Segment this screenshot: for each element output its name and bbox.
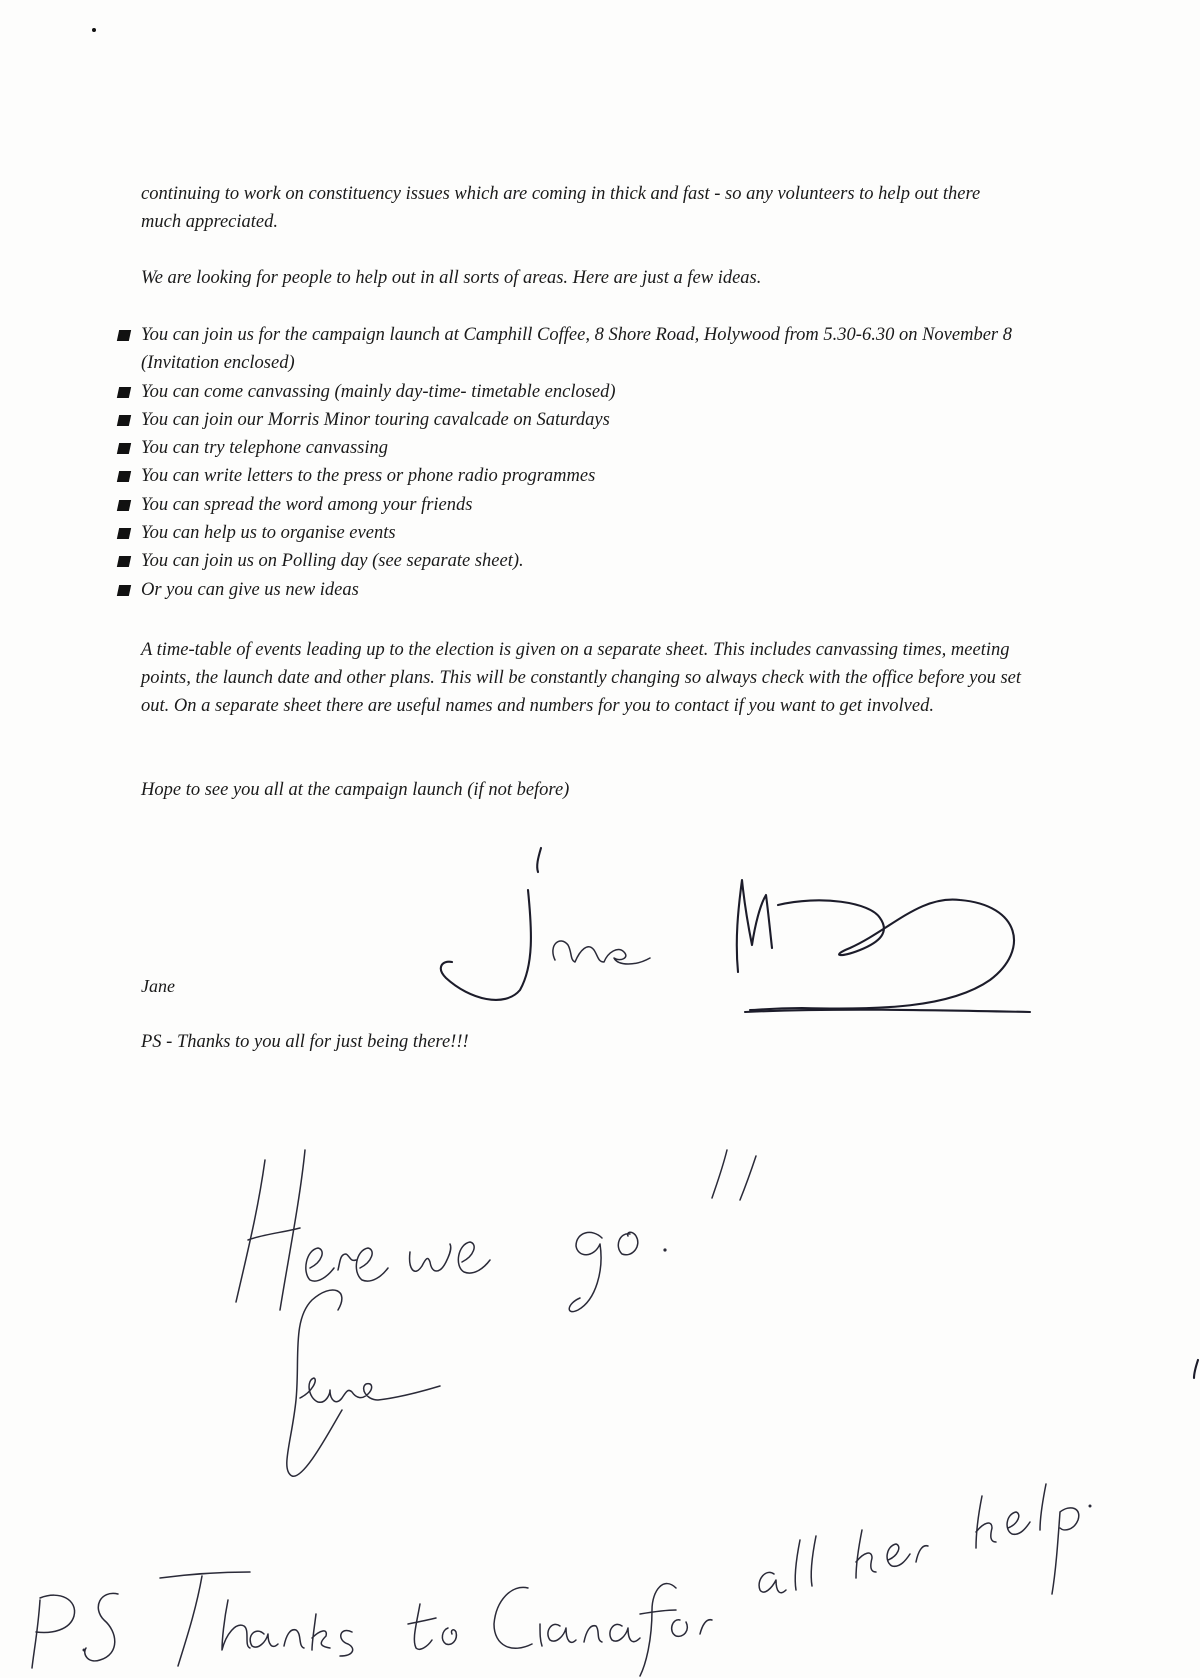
list-item	[118, 321, 1078, 378]
paragraph-intro: We are looking for people to help out in all sorts of areas. Here are just a few ideas.	[141, 268, 762, 288]
paragraph-closing: Hope to see you all at the campaign launch (if not before)	[141, 780, 570, 800]
bullet-square-icon	[117, 528, 131, 539]
paragraph-constituency: continuing to work on constituency issues which are coming in thick and fast - so any volunteers to help out there much appreciated.	[141, 184, 981, 232]
bullet-square-icon	[117, 585, 131, 596]
list-item	[118, 462, 1078, 490]
bullet-square-icon	[117, 415, 131, 426]
idea-text: You can write letters to the press or phone radio programmes	[141, 466, 596, 487]
paragraph-timetable: A time-table of events leading up to the election is given on a separate sheet. This includes canvassing times, meeting points, the launch date and other plans. This will be constantly changing so always check with the office before you set out. On a separate sheet there are useful names and numbers for you to contact if you want to get involved.	[141, 640, 1021, 716]
list-item	[118, 378, 1078, 406]
idea-text: You can join us on Polling day (see separate sheet).	[141, 551, 524, 572]
idea-text: You can try telephone canvassing	[141, 438, 388, 459]
bullet-square-icon	[117, 387, 131, 398]
list-item	[118, 406, 1078, 434]
list-item	[118, 434, 1078, 462]
idea-text: You can help us to organise events	[141, 523, 396, 544]
scan-speck	[92, 28, 96, 32]
idea-text: You can come canvassing (mainly day-time- timetable enclosed)	[141, 381, 616, 402]
list-item	[118, 576, 1078, 604]
idea-text: You can join our Morris Minor touring cavalcade on Saturdays	[141, 409, 610, 430]
bullet-square-icon	[117, 500, 131, 511]
bullet-square-icon	[117, 471, 131, 482]
idea-text: You can spread the word among your friends	[141, 494, 473, 515]
idea-text: You can join us for the campaign launch at Camphill Coffee, 8 Shore Road, Holywood from 5.30-6.30 on November 8 (Invitation enclosed)	[141, 325, 1012, 374]
idea-text: Or you can give us new ideas	[141, 579, 359, 600]
list-item	[118, 491, 1078, 519]
signoff-name: Jane	[141, 976, 175, 996]
list-item	[118, 519, 1078, 547]
list-item	[118, 547, 1078, 575]
bullet-square-icon	[117, 443, 131, 454]
bullet-square-icon	[117, 330, 131, 341]
bullet-square-icon	[117, 556, 131, 567]
typed-postscript: PS - Thanks to you all for just being there!!!	[141, 1032, 469, 1052]
ideas-list	[118, 321, 1078, 604]
